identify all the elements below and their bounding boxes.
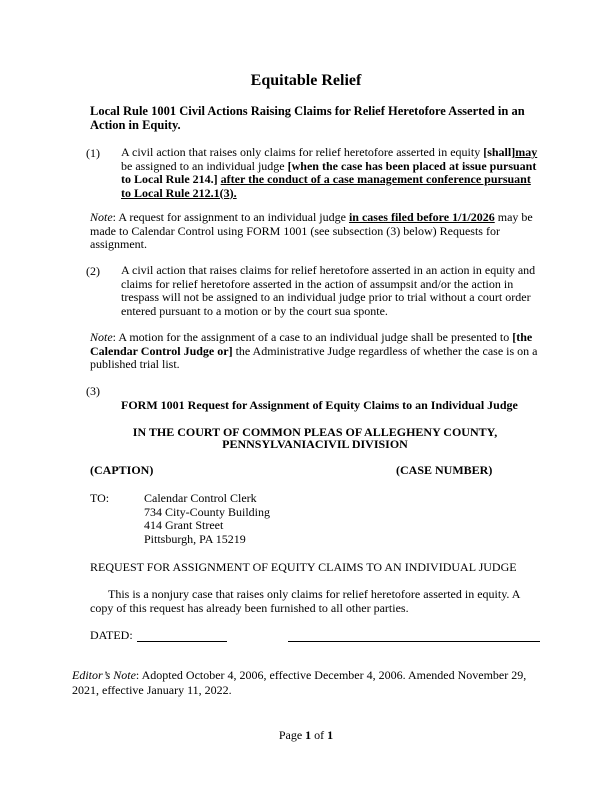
request-title: REQUEST FOR ASSIGNMENT OF EQUITY CLAIMS TO AN INDIVIDUAL JUDGE: [90, 560, 517, 574]
note-1-text-b: may be made to Calendar Control using FORM 1001 (see subsection (3) below) Requests for assignment.: [90, 210, 533, 251]
form-title: FORM 1001 Request for Assignment of Equity Claims to an Individual Judge: [121, 398, 518, 412]
note-1: [90, 211, 542, 252]
date-signature-line[interactable]: [137, 641, 227, 642]
address-line: 734 City-County Building: [144, 504, 271, 519]
court-line-1: IN THE COURT OF COMMON PLEAS OF ALLEGHENY COUNTY,: [132, 425, 498, 439]
note-2-text-a: : A motion for the assignment of a case to an individual judge shall be presented to: [112, 330, 513, 344]
rule-heading: Local Rule 1001 Civil Actions Raising Claims for Relief Heretofore Asserted in an Action in Equity.: [90, 104, 525, 132]
s1-text-a: A civil action that raises only claims for relief heretofore asserted in equity: [121, 145, 484, 159]
editors-note: [72, 668, 542, 697]
footer-page-total: 1: [327, 728, 334, 742]
address-block: [144, 492, 270, 546]
s1-inserted-may: may: [515, 145, 538, 159]
editors-note-text: : Adopted October 4, 2006, effective December 4, 2006. Amended November 29, 2021, effective January 11, 2022.: [72, 668, 527, 697]
s1-deleted-clause: [when the case has been placed at issue pursuant to Local Rule 214.]: [121, 158, 537, 186]
case-number-label: (CASE NUMBER): [396, 463, 493, 477]
signature-line[interactable]: [288, 641, 540, 642]
section-2-text: A civil action that raises claims for relief heretofore asserted in an action in equity and claims for relief heretofore asserted in the action of assumpsit and/or the action in trespass will not be assigned to an individual judge prior to trial without a court order entered pursuant to a motion or by the court sua sponte.: [121, 263, 536, 318]
footer-page-number: 1: [305, 728, 312, 742]
footer-page-word: Page: [278, 728, 306, 742]
note-2-label: Note: [90, 330, 113, 344]
address-line: Pittsburgh, PA 15219: [144, 531, 246, 546]
section-1-text: [121, 146, 541, 200]
s1-deleted-shall: [shall]: [483, 145, 516, 159]
note-2-deleted: [the Calendar Control Judge or]: [90, 330, 533, 358]
page-footer: [0, 729, 612, 743]
section-3-number: (3): [86, 384, 100, 398]
note-1-inserted: in cases filed before 1/1/2026: [348, 210, 495, 224]
court-line-2: PENNSYLVANIACIVIL DIVISION: [222, 437, 408, 451]
caption-label: (CAPTION): [90, 463, 154, 477]
editors-note-label: Editor’s Note: [72, 668, 136, 682]
footer-of-word: of: [311, 728, 328, 742]
note-1-text-a: : A request for assignment to an individual judge: [112, 210, 349, 224]
section-2-number: (2): [86, 264, 100, 278]
section-1-number: (1): [86, 146, 100, 160]
request-body: This is a nonjury case that raises only claims for relief heretofore asserted in equity. A copy of this request has already been furnished to all other parties.: [90, 587, 520, 615]
s1-inserted-clause: after the conduct of a case management conference pursuant to Local Rule 212.1(3).: [121, 172, 531, 200]
note-1-label: Note: [90, 210, 113, 224]
to-label: TO:: [90, 491, 110, 505]
note-2-text-b: the Administrative Judge regardless of whether the case is on a published trial list.: [90, 343, 538, 371]
page-title: Equitable Relief: [250, 72, 362, 89]
address-line: 414 Grant Street: [144, 518, 224, 532]
dated-label: DATED:: [90, 628, 133, 642]
s1-text-b: be assigned to an individual judge: [121, 158, 288, 173]
address-line: Calendar Control Clerk: [144, 491, 257, 505]
note-2: [90, 331, 542, 372]
